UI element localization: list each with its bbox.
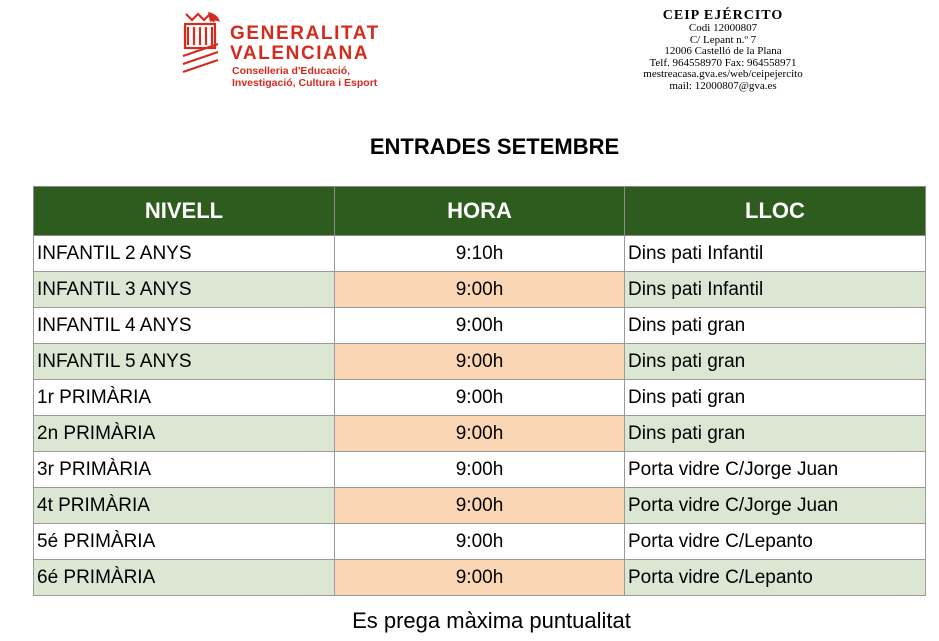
cell-hora: 9:00h	[335, 380, 625, 416]
cell-nivell: 5é PRIMÀRIA	[34, 524, 335, 560]
school-mail: mail: 12000807@gva.es	[669, 79, 777, 92]
table-row	[34, 416, 926, 452]
school-code: Codi 12000807	[688, 22, 758, 34]
coat-of-arms-icon	[178, 10, 224, 76]
logo-name	[230, 24, 380, 64]
header-lloc: LLOC	[625, 187, 926, 236]
cell-hora: 9:10h	[335, 236, 625, 272]
table-row	[34, 380, 926, 416]
generalitat-logo	[178, 10, 438, 92]
logo-sub-line1: Conselleria d'Educació,	[232, 65, 351, 77]
cell-hora: 9:00h	[335, 524, 625, 560]
logo-subtitle	[232, 65, 377, 89]
cell-nivell: 1r PRIMÀRIA	[34, 380, 335, 416]
cell-lloc: Porta vidre C/Lepanto	[625, 524, 926, 560]
cell-lloc: Porta vidre C/Lepanto	[625, 560, 926, 596]
cell-nivell: INFANTIL 3 ANYS	[34, 272, 335, 308]
table-row	[34, 524, 926, 560]
page-title: ENTRADES SETEMBRE	[369, 134, 620, 159]
school-name: CEIP EJÉRCITO	[662, 8, 784, 23]
school-info	[598, 9, 848, 92]
cell-lloc: Porta vidre C/Jorge Juan	[625, 452, 926, 488]
cell-hora: 9:00h	[335, 308, 625, 344]
cell-hora: 9:00h	[335, 416, 625, 452]
table-row	[34, 560, 926, 596]
cell-lloc: Dins pati gran	[625, 344, 926, 380]
cell-lloc: Dins pati Infantil	[625, 272, 926, 308]
table-header-row	[34, 187, 926, 236]
cell-lloc: Dins pati gran	[625, 416, 926, 452]
school-phone: Telf. 964558970 Fax: 964558971	[649, 56, 797, 69]
table-row	[34, 272, 926, 308]
cell-hora: 9:00h	[335, 452, 625, 488]
cell-nivell: INFANTIL 4 ANYS	[34, 308, 335, 344]
logo-name-line1: GENERALITAT	[230, 23, 380, 44]
schedule-table	[33, 186, 926, 596]
table-row	[34, 236, 926, 272]
school-city: 12006 Castelló de la Plana	[664, 45, 782, 57]
school-address: C/ Lepant n.º 7	[689, 33, 757, 46]
table-row	[34, 488, 926, 524]
header-nivell: NIVELL	[34, 187, 335, 236]
cell-lloc: Dins pati gran	[625, 308, 926, 344]
cell-nivell: 2n PRIMÀRIA	[34, 416, 335, 452]
header-hora: HORA	[335, 187, 625, 236]
table-row	[34, 452, 926, 488]
cell-hora: 9:00h	[335, 488, 625, 524]
cell-hora: 9:00h	[335, 344, 625, 380]
cell-hora: 9:00h	[335, 560, 625, 596]
logo-name-line2: VALENCIANA	[230, 43, 370, 64]
footer-note: Es prega màxima puntualitat	[352, 608, 631, 633]
cell-lloc: Dins pati Infantil	[625, 236, 926, 272]
logo-sub-line2: Investigació, Cultura i Esport	[232, 77, 378, 89]
cell-lloc: Dins pati gran	[625, 380, 926, 416]
cell-lloc: Porta vidre C/Jorge Juan	[625, 488, 926, 524]
cell-nivell: 6é PRIMÀRIA	[34, 560, 335, 596]
table-row	[34, 344, 926, 380]
cell-nivell: 4t PRIMÀRIA	[34, 488, 335, 524]
table-row	[34, 308, 926, 344]
cell-nivell: 3r PRIMÀRIA	[34, 452, 335, 488]
cell-hora: 9:00h	[335, 272, 625, 308]
cell-nivell: INFANTIL 2 ANYS	[34, 236, 335, 272]
school-web: mestreacasa.gva.es/web/ceipejercito	[643, 68, 803, 80]
cell-nivell: INFANTIL 5 ANYS	[34, 344, 335, 380]
